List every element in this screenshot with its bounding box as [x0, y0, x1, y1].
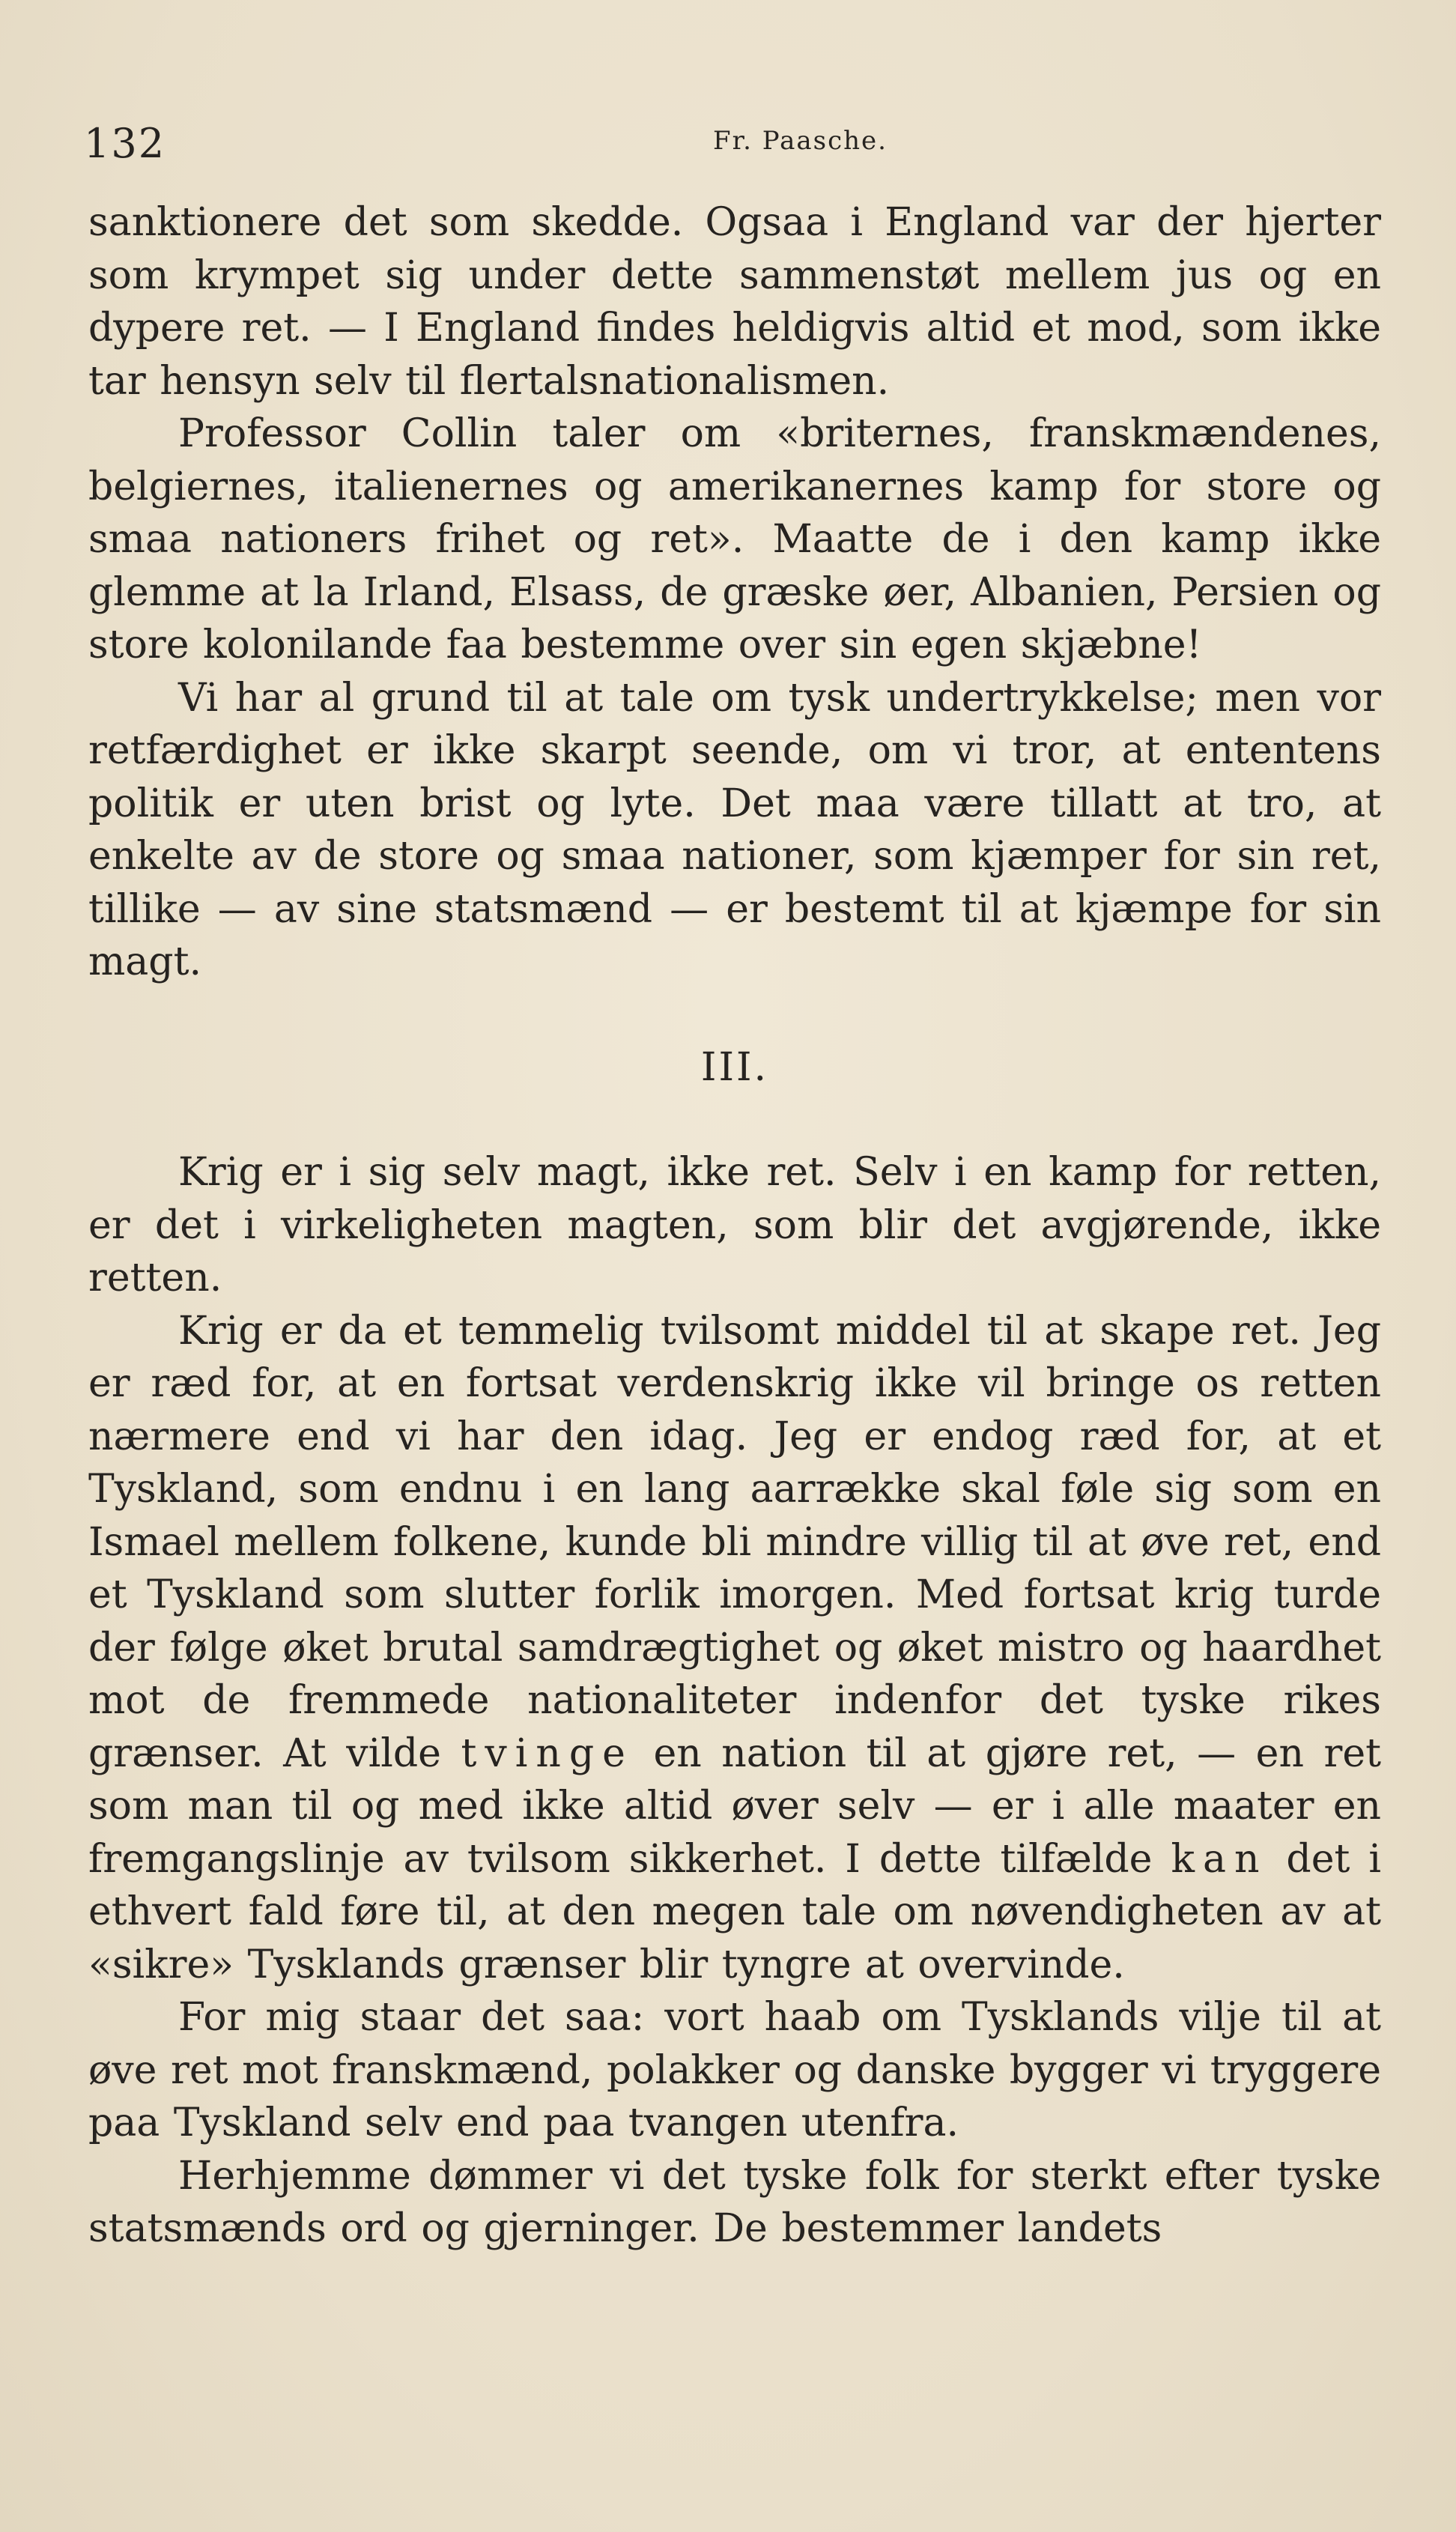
section-heading: III. — [700, 1044, 769, 1090]
paragraph-hope: For mig staar det saa: vort haab om Tysklands vilje til at øve ret mot franskmænd, polakker og danske bygger vi tryggere paa Tyskland selv end paa tvangen utenfra. — [88, 1995, 1381, 2145]
running-head: Fr. Paasche. — [713, 126, 888, 156]
emphasis-text: kan — [1171, 1836, 1268, 1882]
paragraph-collin: Professor Collin taler om «briternes, franskmændenes, belgiernes, italienernes og amerikanernes kamp for store og smaa nationers frihet og ret». Maatte de i den kamp ikke glemme at la Irland, Elsass, de græske øer, Albanien, Persien og store kolonilande faa bestemme over sin egen skjæbne! — [88, 411, 1381, 667]
page-header — [84, 112, 1372, 180]
page-body — [88, 196, 1381, 2256]
paragraph-war-power: Krig er i sig selv magt, ikke ret. Selv i en kamp for retten, er det i virkeligheten magten, som blir det avgjørende, ikke retten. — [88, 1150, 1381, 1300]
paragraph-at-home: Herhjemme dømmer vi det tyske folk for sterkt efter tyske statsmænds ord og gjerninger. De bestemmer landets — [88, 2153, 1381, 2251]
paragraph-oppression: Vi har al grund til at tale om tysk undertrykkelse; men vor retfærdighet er ikke skarpt seende, om vi tror, at ententens politik er uten brist og lyte. Det maa være tillatt at tro, at enkelte av de store og smaa nationer, som kjæmper for sin ret, tillike — av sine statsmænd — er bestemt til at kjæmpe for sin magt. — [88, 675, 1381, 984]
emphasis-text: tvinge — [461, 1730, 634, 1776]
text-segment: det i ethvert fald føre til, at den megen tale om nøvendigheten av at «sikre» Tysklands grænser blir tyngre at overvinde. — [88, 1836, 1381, 1987]
paragraph-war-doubtful — [88, 1305, 1381, 1992]
page-number: 132 — [84, 120, 166, 167]
text-segment: Krig er da et temmelig tvilsomt middel til at skape ret. Jeg er ræd for, at en fortsat verdenskrig ikke vil bringe os retten nærmere end vi har den idag. Jeg er endog ræd for, at et Tyskland, som endnu i en lang aarrække skal føle sig som en Ismael mellem folkene, kunde bli mindre villig til at øve ret, end et Tyskland som slutter forlik imorgen. Med fortsat krig turde der følge øket brutal samdrægtighet og øket mistro og haardhet mot de fremmede nationaliteter indenfor det tyske rikes grænser. At vilde — [88, 1308, 1381, 1776]
paragraph-continued: sanktionere det som skedde. Ogsaa i England var der hjerter som krympet sig under dette sammenstøt mellem jus og en dypere ret. — I England findes heldigvis altid et mod, som ikke tar hensyn selv til flertalsnationalismen. — [88, 200, 1381, 404]
text-segment: en nation til at gjøre ret, — en ret som man til og med ikke altid øver selv — er i alle maater en fremgangslinje av tvilsom sikkerhet. I dette tilfælde — [88, 1730, 1381, 1882]
